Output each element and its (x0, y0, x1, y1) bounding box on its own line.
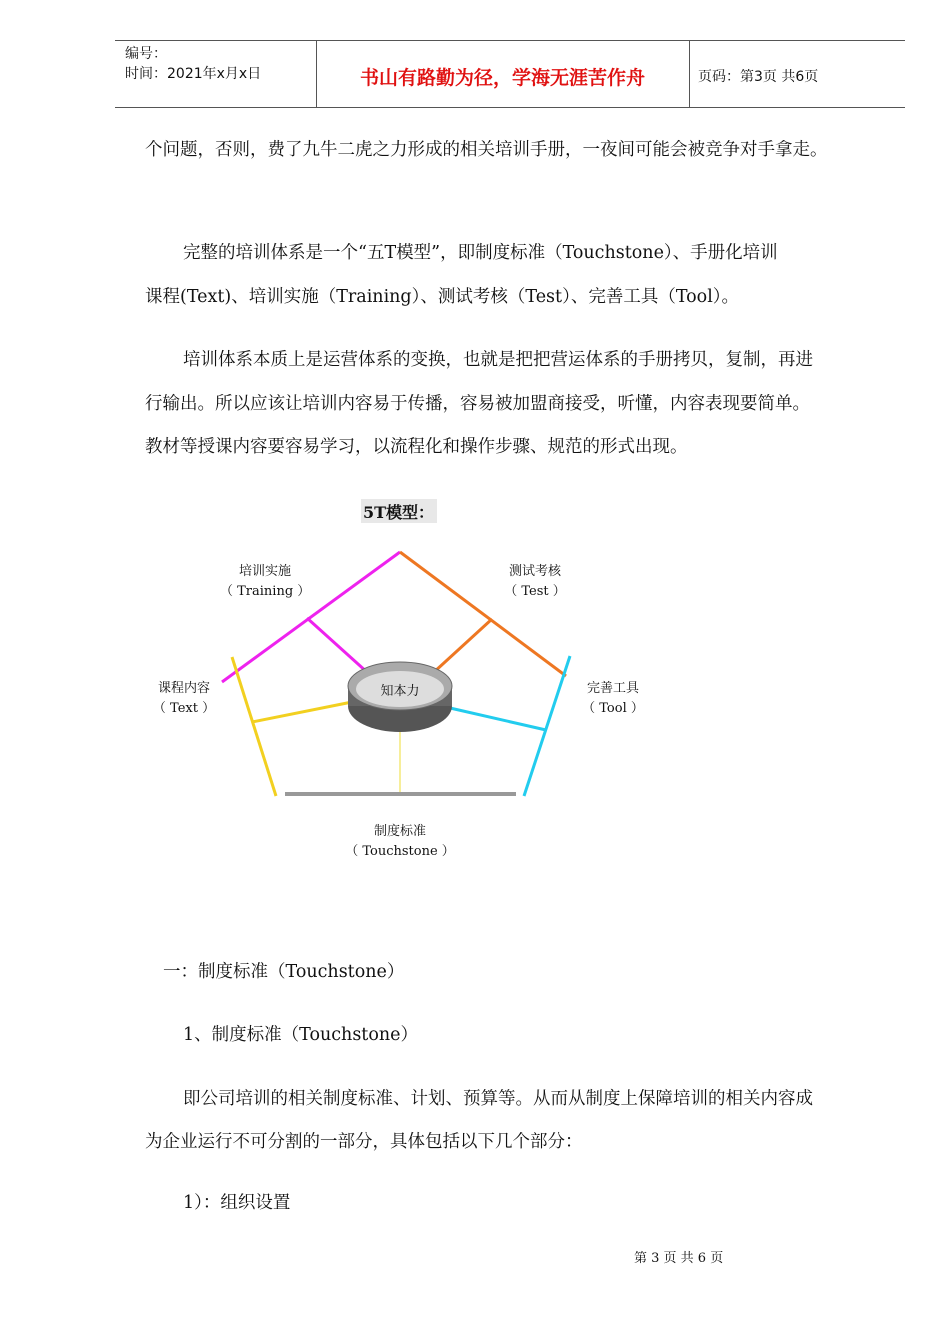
label-touchstone (330, 822, 470, 862)
paragraph-essence-line3: 教材等授课内容要容易学习，以流程化和操作步骤、规范的形式出现。 (145, 437, 688, 457)
page-header (115, 40, 905, 108)
label-test-cn: 测试考核 (508, 564, 561, 579)
label-training-cn: 培训实施 (238, 564, 291, 579)
training-spoke (307, 618, 368, 673)
section-heading-2: 1、制度标准（Touchstone） (183, 1025, 419, 1045)
label-test-en: （ Test ） (504, 584, 566, 599)
center-label: 知本力 (380, 684, 420, 699)
paragraph-5t-line1: 完整的培训体系是一个“五T模型”，即制度标准（Touchstone）、手册化培训 (183, 243, 778, 263)
label-training-en: （ Training ） (220, 584, 311, 599)
label-test (490, 562, 580, 602)
label-text-cn: 课程内容 (157, 681, 210, 696)
paragraph-5t-line2: 课程(Text)、培训实施（Training）、测试考核（Test）、完善工具（Tool）。 (145, 287, 740, 307)
label-tool-cn: 完善工具 (586, 681, 639, 696)
label-tool-en: （ Tool ） (582, 701, 644, 716)
test-spoke (433, 619, 492, 673)
paragraph-essence-line1: 培训体系本质上是运营体系的变换，也就是把把营运体系的手册拷贝，复制，再进 (183, 350, 813, 370)
header-motto-cell (316, 41, 690, 107)
paragraph-continued: 个问题，否则，费了九牛二虎之力形成的相关培训手册，一夜间可能会被竞争对手拿走。 (145, 140, 828, 160)
paragraph-touchstone-line1: 即公司培训的相关制度标准、计划、预算等。从而从制度上保障培训的相关内容成 (183, 1089, 813, 1109)
diagram-title: 5T模型： (363, 503, 435, 522)
motto-text: 书山有路勤为径，学海无涯苦作舟 (359, 67, 645, 89)
paragraph-touchstone-line2: 为企业运行不可分割的一部分，具体包括以下几个部分： (145, 1132, 583, 1152)
text-edge (232, 657, 276, 796)
label-text (140, 679, 228, 719)
time-label: 时间：2021年x月x日 (125, 66, 262, 82)
section-heading-1: 一：制度标准（Touchstone） (163, 962, 405, 982)
page-number-label: 页码：第3页 共6页 (698, 69, 819, 85)
paragraph-essence-line2: 行输出。所以应该让培训内容易于传播，容易被加盟商接受，听懂，内容表现要简单。 (145, 394, 810, 414)
label-text-en: （ Text ） (152, 701, 216, 716)
list-item-org-setup: 1）：组织设置 (183, 1193, 291, 1213)
tool-spoke (450, 708, 546, 730)
label-training (220, 562, 310, 602)
header-page-cell (690, 41, 905, 107)
header-left-cell (115, 41, 317, 107)
five-t-model-diagram (140, 490, 660, 870)
label-touchstone-cn: 制度标准 (373, 824, 426, 839)
label-tool (570, 679, 656, 719)
page-footer: 第 3 页 共 6 页 (634, 1251, 724, 1266)
label-touchstone-en: （ Touchstone ） (345, 844, 455, 859)
text-spoke (252, 702, 352, 722)
number-label: 编号： (125, 46, 167, 62)
